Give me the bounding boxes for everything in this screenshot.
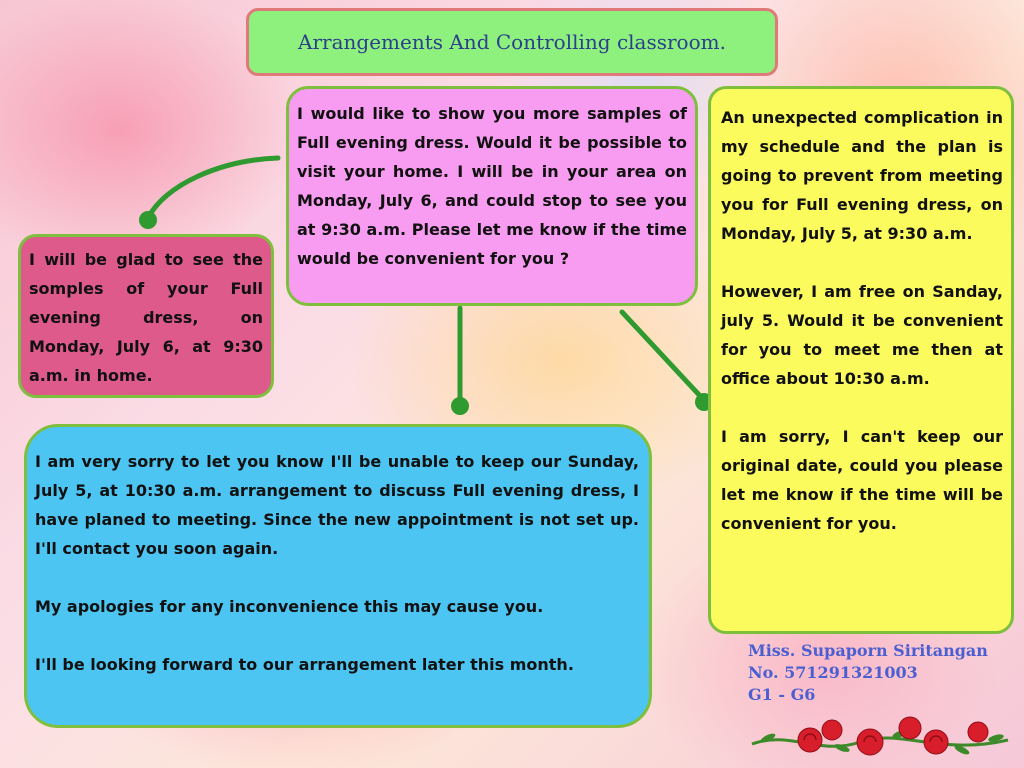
connector-dot-blue — [451, 397, 469, 415]
bubble-accept-reply — [18, 234, 274, 398]
title-banner — [246, 8, 778, 76]
student-number: No. 571291321003 — [748, 663, 918, 682]
connector-dot-rose — [139, 211, 157, 229]
bubble-accept-reply-text: I will be glad to see the somples of your Full evening dress, on Monday, July 6, at 9:30 a.m. in home. — [29, 250, 263, 385]
rose-garland-icon — [750, 708, 1010, 764]
author-signature — [748, 640, 988, 706]
bubble-visit-request-text: I would like to show you more samples of Full evening dress. Would it be possible to visit your home. I will be in your area on Monday, July 6, and could stop to see you at 9:30 a.m. Please let me know if the time would be convenient for you ? — [297, 104, 687, 268]
bubble-reschedule-note — [708, 86, 1014, 634]
group-label: G1 - G6 — [748, 685, 816, 704]
reschedule-paragraph-3: I am sorry, I can't keep our original date, could you please let me know if the time will be convenient for you. — [721, 427, 1003, 533]
cancel-paragraph-2: My apologies for any inconvenience this may cause you. — [35, 597, 544, 616]
bubble-cancel-note — [24, 424, 652, 728]
page-title: Arrangements And Controlling classroom. — [298, 30, 726, 54]
reschedule-paragraph-1: An unexpected complication in my schedule and the plan is going to prevent from meeting you for Full evening dress, on Monday, July 5, at 9:30 a.m. — [721, 108, 1003, 243]
bubble-visit-request — [286, 86, 698, 306]
author-name: Miss. Supaporn Siritangan — [748, 641, 988, 660]
cancel-paragraph-3: I'll be looking forward to our arrangement later this month. — [35, 655, 574, 674]
reschedule-paragraph-2: However, I am free on Sanday, july 5. Would it be convenient for you to meet me then at office about 10:30 a.m. — [721, 282, 1003, 388]
cancel-paragraph-1: I am very sorry to let you know I'll be unable to keep our Sunday, July 5, at 10:30 a.m. arrangement to discuss Full evening dress, I have planed to meeting. Since the new appointment is not set up. I'll contact you soon again. — [35, 452, 639, 558]
